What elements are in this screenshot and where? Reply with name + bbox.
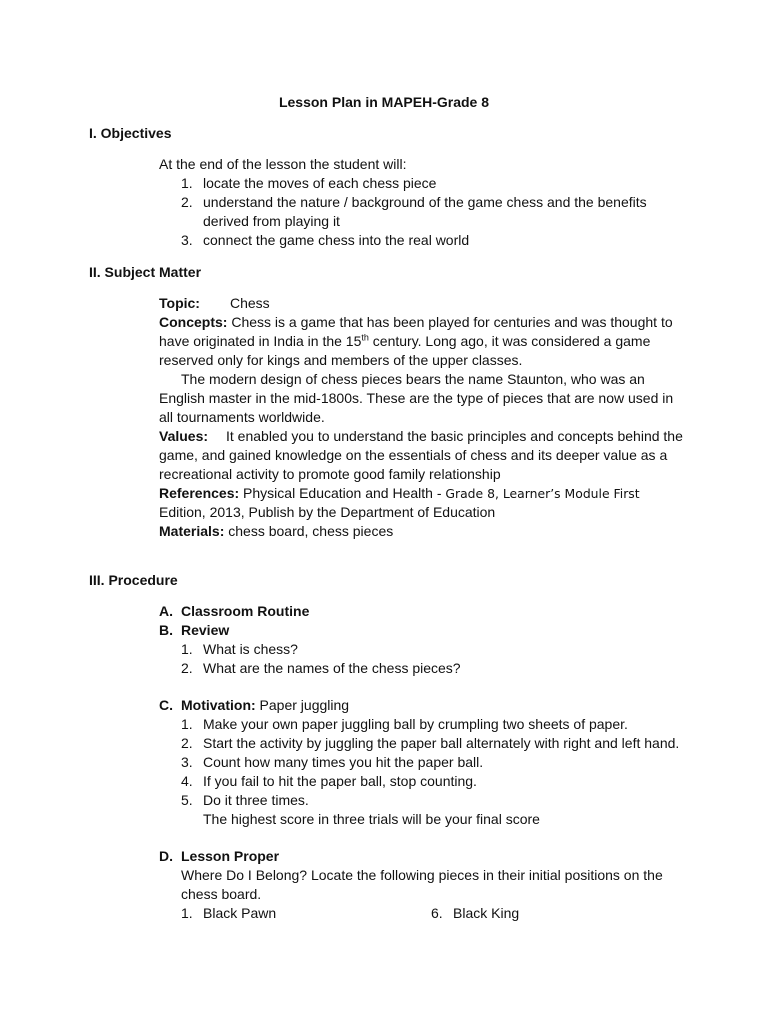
motivation-section (159, 696, 689, 829)
objectives-section (159, 155, 689, 250)
motivation-heading: C. Motivation: Paper juggling (159, 697, 350, 713)
references-line: Edition, 2013, Publish by the Department of Education (159, 504, 496, 520)
list-item: 3. connect the game chess into the real world (181, 232, 470, 248)
list-item: 2. What are the names of the chess pieces? (181, 660, 461, 676)
modern-design-line: English master in the mid-1800s. These are the type of pieces that are now used in (159, 390, 674, 406)
list-item: 2. understand the nature / background of the game chess and the benefits (181, 194, 647, 210)
list-item: 5. Do it three times. (181, 792, 309, 808)
references-line: References: Physical Education and Health - Grade 8, Learner’s Module First (159, 485, 640, 501)
list-item: 1. What is chess? (181, 641, 298, 657)
objectives-heading: I. Objectives (89, 125, 172, 141)
values-line: Values: It enabled you to understand the basic principles and concepts behind the (159, 428, 683, 444)
list-item: 1. locate the moves of each chess piece (181, 175, 437, 191)
lesson-proper-section (159, 847, 689, 923)
subject-matter-section (159, 294, 689, 541)
document-title: Lesson Plan in MAPEH-Grade 8 (278, 94, 490, 110)
concepts-line: reserved only for kings and members of the upper classes. (159, 352, 523, 368)
procedure-heading: III. Procedure (89, 572, 178, 588)
list-item-continuation: derived from playing it (203, 213, 340, 229)
modern-design-line: The modern design of chess pieces bears the name Staunton, who was an (181, 371, 645, 387)
lesson-proper-text: chess board. (181, 886, 262, 902)
list-item: 3. Count how many times you hit the paper ball. (181, 754, 484, 770)
materials-line: Materials: chess board, chess pieces (159, 523, 394, 539)
pieces-row (159, 904, 689, 923)
list-item: 4. If you fail to hit the paper ball, stop counting. (181, 773, 477, 789)
concepts-line: have originated in India in the 15th century. Long ago, it was considered a game (159, 332, 651, 349)
values-line: recreational activity to promote good family relationship (159, 466, 501, 482)
list-item: 1. Make your own paper juggling ball by crumpling two sheets of paper. (181, 716, 628, 732)
procedure-ab-section (159, 602, 689, 678)
list-item-continuation: The highest score in three trials will be your final score (203, 811, 540, 827)
list-item: 2. Start the activity by juggling the paper ball alternately with right and left hand. (181, 735, 680, 751)
list-item: 6. Black King (431, 905, 520, 921)
lesson-proper-heading: D. Lesson Proper (159, 848, 280, 864)
topic-line: Topic: Chess (159, 295, 270, 311)
review: B. Review (159, 622, 230, 638)
objectives-intro: At the end of the lesson the student will: (159, 156, 407, 172)
modern-design-line: all tournaments worldwide. (159, 409, 325, 425)
subject-matter-heading: II. Subject Matter (89, 264, 202, 280)
lesson-proper-text: Where Do I Belong? Locate the following pieces in their initial positions on the (181, 867, 663, 883)
list-item: 1. Black Pawn (181, 905, 277, 921)
concepts-line: Concepts: Chess is a game that has been played for centuries and was thought to (159, 314, 673, 330)
classroom-routine: A. Classroom Routine (159, 603, 310, 619)
values-line: game, and gained knowledge on the essentials of chess and its deeper value as a (159, 447, 668, 463)
